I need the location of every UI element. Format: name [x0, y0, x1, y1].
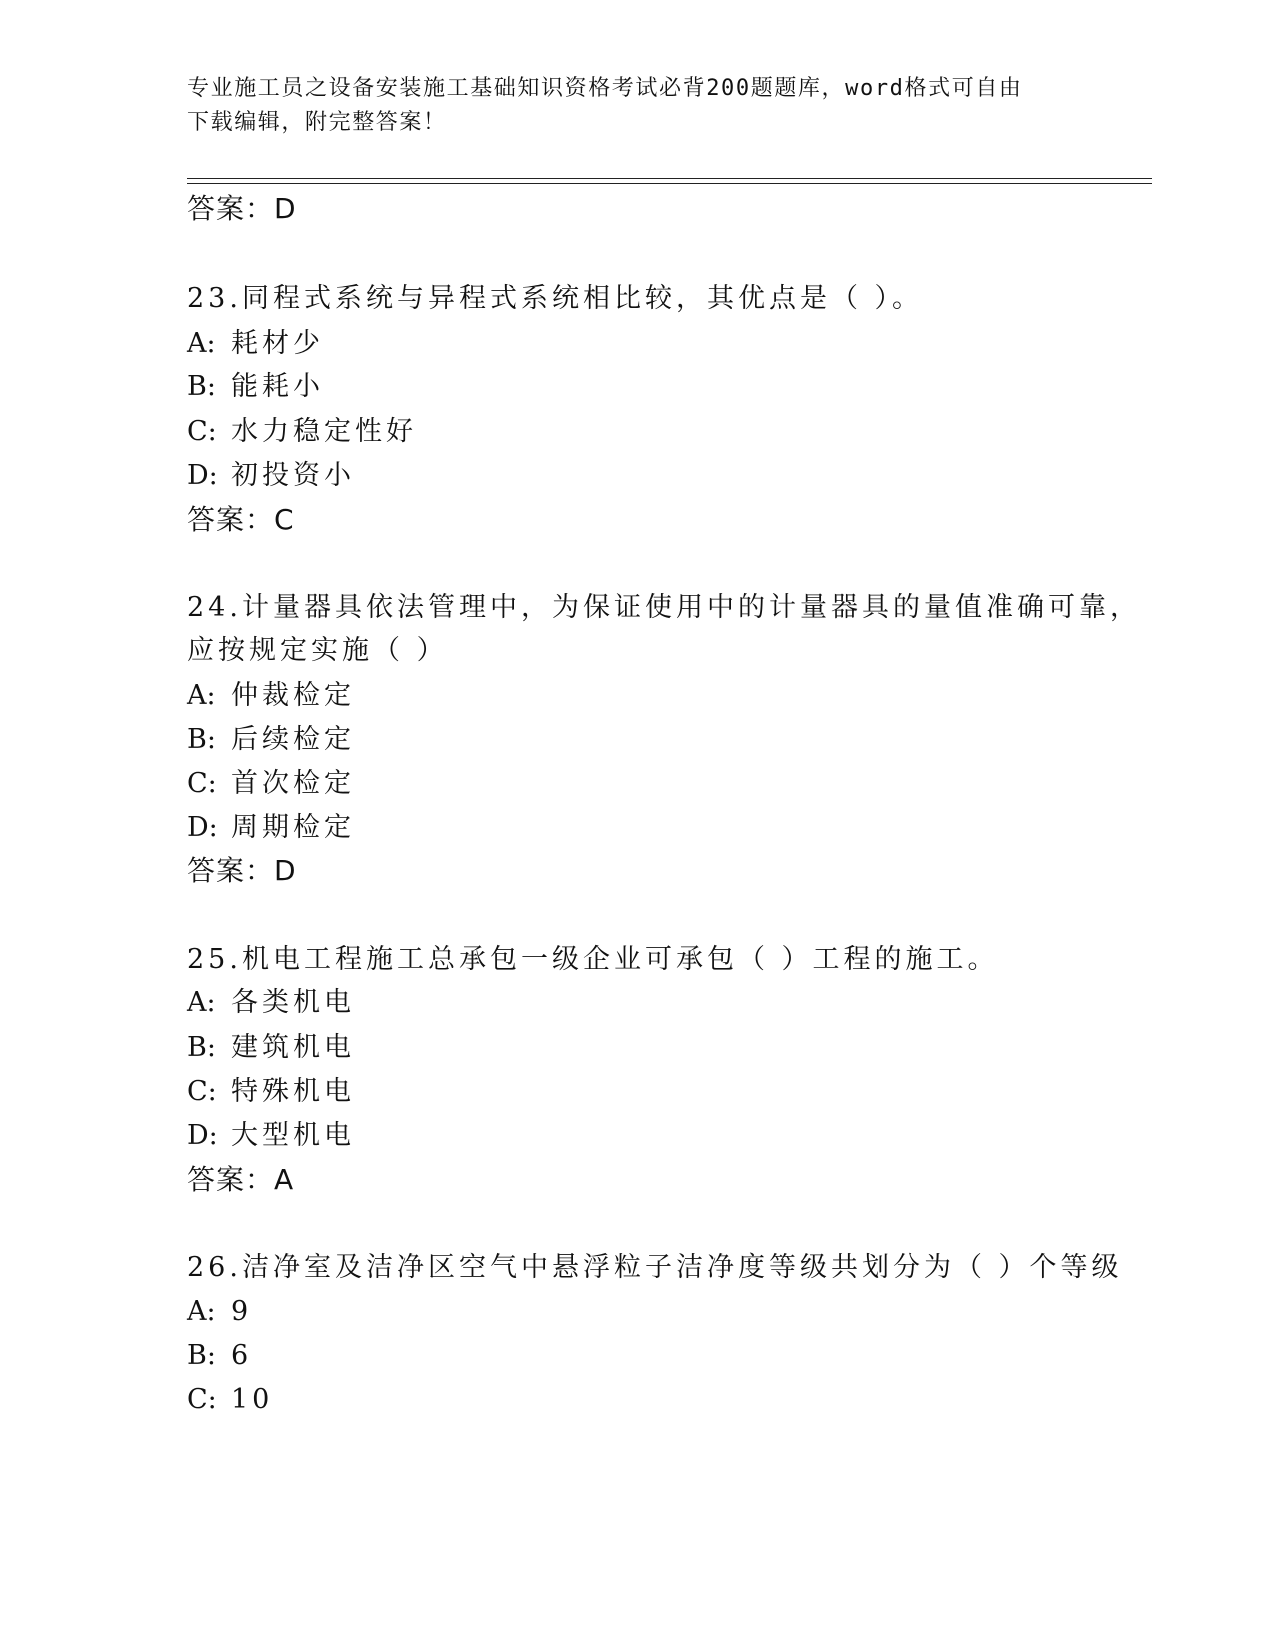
question-24-stem-line-1: 24.计量器具依法管理中，为保证使用中的计量器具的量值准确可靠，: [187, 592, 1141, 623]
option-text: 6: [231, 1340, 253, 1371]
option-letter: D:: [187, 812, 218, 843]
question-24-option-a: [187, 679, 355, 713]
header-line-2: 下载编辑，附完整答案！: [187, 110, 447, 135]
option-text: 水力稳定性好: [231, 416, 417, 447]
option-letter: A:: [187, 680, 216, 711]
option-text: 建筑机电: [231, 1032, 355, 1063]
previous-answer: 答案：D: [187, 192, 297, 225]
question-24-answer: 答案：D: [187, 854, 297, 887]
question-26-option-c: [187, 1383, 273, 1417]
option-text: 特殊机电: [231, 1076, 355, 1107]
option-text: 能耗小: [231, 371, 324, 402]
header-divider-top: [187, 178, 1152, 179]
option-letter: A:: [187, 1296, 216, 1327]
option-text: 首次检定: [231, 768, 355, 799]
question-23-option-c: [187, 415, 417, 449]
option-text: 各类机电: [231, 987, 355, 1018]
option-text: 初投资小: [231, 460, 355, 491]
question-23-option-d: [187, 459, 355, 493]
question-26-stem: 26.洁净室及洁净区空气中悬浮粒子洁净度等级共划分为（ ）个等级: [187, 1252, 1123, 1283]
option-letter: A:: [187, 987, 216, 1018]
option-letter: B:: [187, 1340, 216, 1371]
option-text: 后续检定: [231, 724, 355, 755]
option-text: 10: [231, 1384, 274, 1415]
option-letter: B:: [187, 724, 216, 755]
option-text: 仲裁检定: [231, 680, 355, 711]
question-25-option-a: [187, 986, 355, 1020]
option-letter: B:: [187, 1032, 216, 1063]
question-26-option-a: [187, 1295, 252, 1329]
option-letter: C:: [187, 416, 217, 447]
question-25-stem: 25.机电工程施工总承包一级企业可承包（ ）工程的施工。: [187, 944, 999, 975]
option-letter: C:: [187, 768, 217, 799]
question-24-option-d: [187, 811, 355, 845]
question-23-option-b: [187, 370, 324, 404]
option-letter: C:: [187, 1076, 217, 1107]
option-text: 大型机电: [231, 1120, 355, 1151]
question-24-option-c: [187, 767, 355, 801]
option-letter: C:: [187, 1384, 217, 1415]
question-25-option-b: [187, 1031, 355, 1065]
option-letter: D:: [187, 1120, 218, 1151]
question-25-answer: 答案：A: [187, 1163, 295, 1196]
question-25-option-c: [187, 1075, 355, 1109]
page-header: [187, 72, 1067, 140]
question-23-stem: 23.同程式系统与异程式系统相比较，其优点是（ ）。: [187, 283, 924, 314]
question-24-option-b: [187, 723, 355, 757]
option-text: 周期检定: [231, 812, 355, 843]
option-text: 耗材少: [231, 328, 324, 359]
option-letter: D:: [187, 460, 218, 491]
question-24-stem-line-2: 应按规定实施（ ）: [187, 635, 448, 666]
option-text: 9: [231, 1296, 253, 1327]
header-divider-bottom: [187, 183, 1152, 184]
question-23-answer: 答案：C: [187, 503, 295, 536]
question-23-option-a: [187, 327, 324, 361]
header-line-1: 专业施工员之设备安装施工基础知识资格考试必背200题题库，word格式可自由: [187, 76, 1023, 101]
option-letter: A:: [187, 328, 216, 359]
question-26-option-b: [187, 1339, 252, 1373]
question-25-option-d: [187, 1119, 355, 1153]
option-letter: B:: [187, 371, 216, 402]
